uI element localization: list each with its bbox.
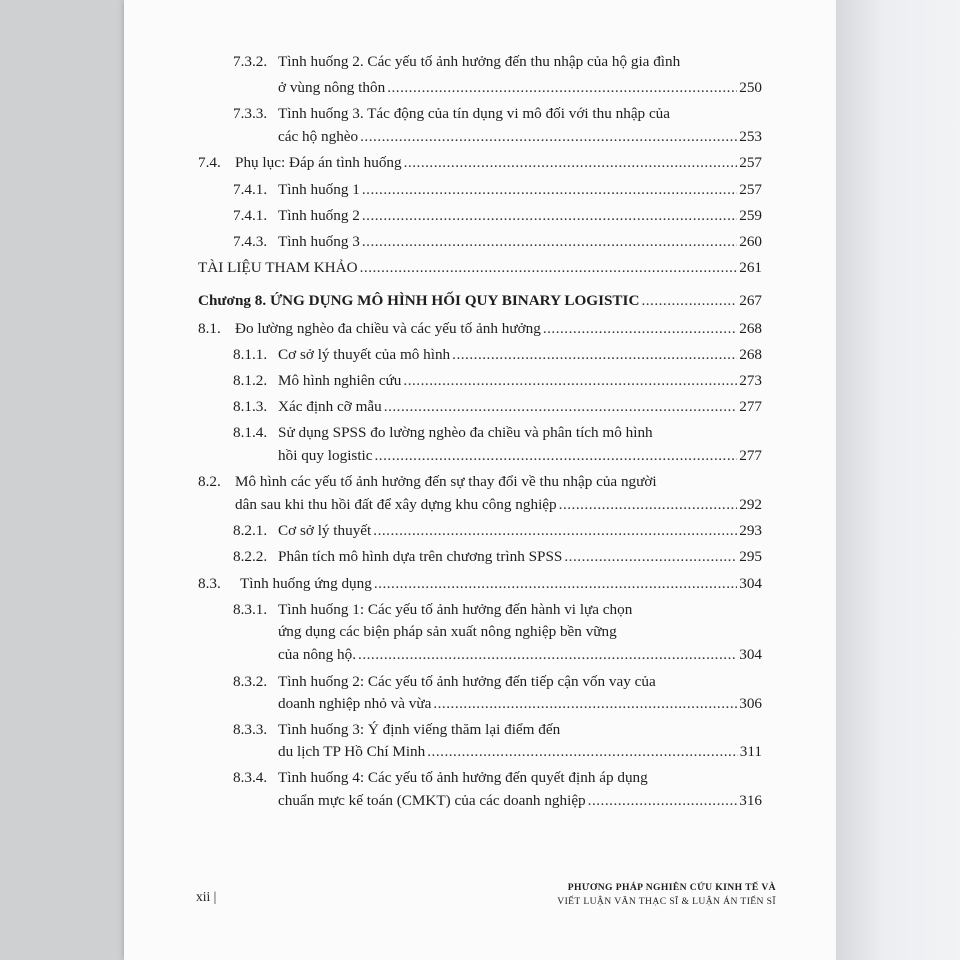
toc-entry-title: TÀI LIỆU THAM KHẢO bbox=[198, 259, 358, 276]
toc-entry-number: 8.2.1. bbox=[233, 522, 268, 539]
toc-entry-title: Phụ lục: Đáp án tình huống bbox=[235, 154, 402, 171]
dot-leader bbox=[384, 397, 737, 417]
toc-page-number: 292 bbox=[739, 496, 762, 513]
dot-leader bbox=[433, 694, 737, 714]
dot-leader bbox=[588, 791, 738, 811]
toc-page-number: 260 bbox=[739, 233, 762, 250]
dot-leader bbox=[360, 127, 737, 147]
toc-page-number: 261 bbox=[739, 259, 762, 276]
toc-entry-title: Sử dụng SPSS đo lường nghèo đa chiều và phân tích mô hình bbox=[278, 424, 653, 441]
dot-leader bbox=[543, 319, 737, 339]
toc-entry bbox=[278, 547, 762, 567]
dot-leader bbox=[427, 742, 738, 762]
toc-page-number: 273 bbox=[739, 372, 762, 389]
dot-leader bbox=[374, 574, 737, 594]
dot-leader bbox=[564, 547, 737, 567]
toc-page-number: 257 bbox=[739, 181, 762, 198]
toc-entry-title: Tình huống 1: Các yếu tố ảnh hưởng đến hành vi lựa chọn bbox=[278, 601, 633, 618]
toc-entry-title: Chương 8. ỨNG DỤNG MÔ HÌNH HỐI QUY BINARY LOGISTIC bbox=[198, 292, 640, 309]
toc-entry-title: doanh nghiệp nhỏ và vừa bbox=[278, 695, 432, 712]
toc-entry bbox=[235, 319, 762, 339]
dot-leader bbox=[559, 495, 738, 515]
dot-leader bbox=[641, 291, 737, 311]
toc-entry bbox=[278, 694, 762, 714]
dot-leader bbox=[362, 180, 737, 200]
toc-entry-title: các hộ nghèo bbox=[278, 128, 359, 145]
toc-entry bbox=[278, 397, 762, 417]
dot-leader bbox=[403, 371, 737, 391]
toc-entry-title: Tình huống 3: Ý định viếng thăm lại điểm đến bbox=[278, 721, 561, 738]
toc-entry-title: Tình huống 3 bbox=[278, 233, 360, 250]
footer-title-line-2: VIẾT LUẬN VĂN THẠC SĨ & LUẬN ÁN TIẾN SĨ bbox=[557, 896, 776, 907]
toc-entry-title: ứng dụng các biện pháp sản xuất nông nghiệp bền vững bbox=[278, 623, 617, 640]
footer-title-line-1: PHƯƠNG PHÁP NGHIÊN CỨU KINH TẾ VÀ bbox=[567, 882, 776, 893]
toc-entry-number: 8.1.3. bbox=[233, 398, 268, 415]
dot-leader bbox=[360, 258, 738, 278]
toc-entry-title: hồi quy logistic bbox=[278, 447, 373, 464]
dot-leader bbox=[375, 446, 738, 466]
toc-entry bbox=[278, 180, 762, 200]
toc-entry-number: 8.3.1. bbox=[233, 601, 268, 618]
toc-entry-number: 8.1.1. bbox=[233, 346, 268, 363]
toc-page-number: 306 bbox=[739, 695, 762, 712]
toc-entry-number: 8.1.4. bbox=[233, 424, 268, 441]
toc-entry-title: dân sau khi thu hồi đất để xây dựng khu công nghiệp bbox=[235, 496, 557, 513]
toc-entry-number: 7.3.2. bbox=[233, 53, 268, 70]
toc-entry bbox=[235, 153, 762, 173]
toc-entry-title: Mô hình các yếu tố ảnh hưởng đến sự thay đổi về thu nhập của người bbox=[235, 473, 657, 490]
toc-entry bbox=[278, 206, 762, 226]
toc-page-number: 259 bbox=[739, 207, 762, 224]
toc-entry-number: 8.3.4. bbox=[233, 769, 268, 786]
toc-page-number: 277 bbox=[739, 398, 762, 415]
toc-entry-title: Phân tích mô hình dựa trên chương trình SPSS bbox=[278, 548, 563, 565]
toc-entry-title: ở vùng nông thôn bbox=[278, 79, 386, 96]
toc-page-number: 277 bbox=[739, 447, 762, 464]
toc-entry bbox=[278, 521, 762, 541]
toc-entry-number: 7.4.1. bbox=[233, 181, 268, 198]
toc-entry bbox=[278, 645, 762, 665]
toc-entry bbox=[278, 345, 762, 365]
dot-leader bbox=[452, 345, 737, 365]
toc-entry-number: 7.4. bbox=[198, 154, 221, 171]
toc-entry-title: chuẩn mực kế toán (CMKT) của các doanh nghiệp bbox=[278, 792, 586, 809]
toc-page-number: 250 bbox=[739, 79, 762, 96]
toc-page-number: 268 bbox=[739, 320, 762, 337]
toc-entry bbox=[278, 127, 762, 147]
toc-entry bbox=[278, 371, 762, 391]
toc-page-number: 257 bbox=[739, 154, 762, 171]
toc-entry-title: du lịch TP Hồ Chí Minh bbox=[278, 743, 426, 760]
toc-entry-title: Tình huống 3. Tác động của tín dụng vi mô đối với thu nhập của bbox=[278, 105, 671, 122]
toc-entry-number: 8.3.3. bbox=[233, 721, 268, 738]
dot-leader bbox=[362, 206, 737, 226]
toc-entry-title: Tình huống ứng dụng bbox=[240, 575, 372, 592]
toc-entry-title: của nông hộ. bbox=[278, 646, 357, 663]
toc-entry bbox=[278, 232, 762, 252]
toc-entry-title: Tình huống 2: Các yếu tố ảnh hưởng đến tiếp cận vốn vay của bbox=[278, 673, 656, 690]
book-page bbox=[124, 0, 836, 960]
dot-leader bbox=[362, 232, 737, 252]
footer-page-number: xii | bbox=[196, 889, 217, 904]
toc-entry bbox=[278, 791, 762, 811]
toc-page-number: 293 bbox=[739, 522, 762, 539]
toc-entry-title: Đo lường nghèo đa chiều và các yếu tố ảnh hưởng bbox=[235, 320, 541, 337]
toc-entry-number: 8.2.2. bbox=[233, 548, 268, 565]
dot-leader bbox=[358, 645, 737, 665]
toc-entry bbox=[240, 574, 762, 594]
dot-leader bbox=[404, 153, 738, 173]
toc-entry-number: 8.3. bbox=[198, 575, 221, 592]
toc-entry-title: Cơ sở lý thuyết bbox=[278, 522, 372, 539]
toc-page-number: 316 bbox=[739, 792, 762, 809]
toc-entry-number: 7.4.3. bbox=[233, 233, 268, 250]
background-strip bbox=[836, 0, 960, 960]
toc-entry bbox=[198, 258, 762, 278]
dot-leader bbox=[387, 78, 737, 98]
toc-entry-title: Tình huống 2 bbox=[278, 207, 360, 224]
toc-entry-number: 8.3.2. bbox=[233, 673, 268, 690]
toc-entry-title: Mô hình nghiên cứu bbox=[278, 372, 402, 389]
toc-entry-title: Tình huống 1 bbox=[278, 181, 360, 198]
toc-entry bbox=[278, 78, 762, 98]
toc-entry-title: Tình huống 2. Các yếu tố ảnh hưởng đến thu nhập của hộ gia đình bbox=[278, 53, 681, 70]
toc-entry-title: Tình huống 4: Các yếu tố ảnh hưởng đến quyết định áp dụng bbox=[278, 769, 648, 786]
toc-entry-title: Cơ sở lý thuyết của mô hình bbox=[278, 346, 451, 363]
toc-chapter-heading bbox=[198, 291, 762, 311]
toc-page-number: 267 bbox=[739, 292, 762, 309]
footer-book-title bbox=[557, 881, 776, 909]
toc-entry-number: 8.1. bbox=[198, 320, 221, 337]
toc-page-number: 295 bbox=[739, 548, 762, 565]
dot-leader bbox=[373, 521, 737, 541]
toc-page-number: 304 bbox=[739, 575, 762, 592]
toc-entry bbox=[278, 742, 762, 762]
toc-entry-number: 7.3.3. bbox=[233, 105, 268, 122]
toc-entry-title: Xác định cỡ mẫu bbox=[278, 398, 382, 415]
toc-page-number: 304 bbox=[739, 646, 762, 663]
toc-page-number: 253 bbox=[739, 128, 762, 145]
toc-page-number: 311 bbox=[739, 743, 762, 760]
toc-entry-number: 8.1.2. bbox=[233, 372, 268, 389]
table-of-contents bbox=[124, 0, 836, 960]
toc-page-number: 268 bbox=[739, 346, 762, 363]
toc-entry-number: 7.4.1. bbox=[233, 207, 268, 224]
toc-entry-number: 8.2. bbox=[198, 473, 221, 490]
toc-entry bbox=[235, 495, 762, 515]
toc-entry bbox=[278, 446, 762, 466]
